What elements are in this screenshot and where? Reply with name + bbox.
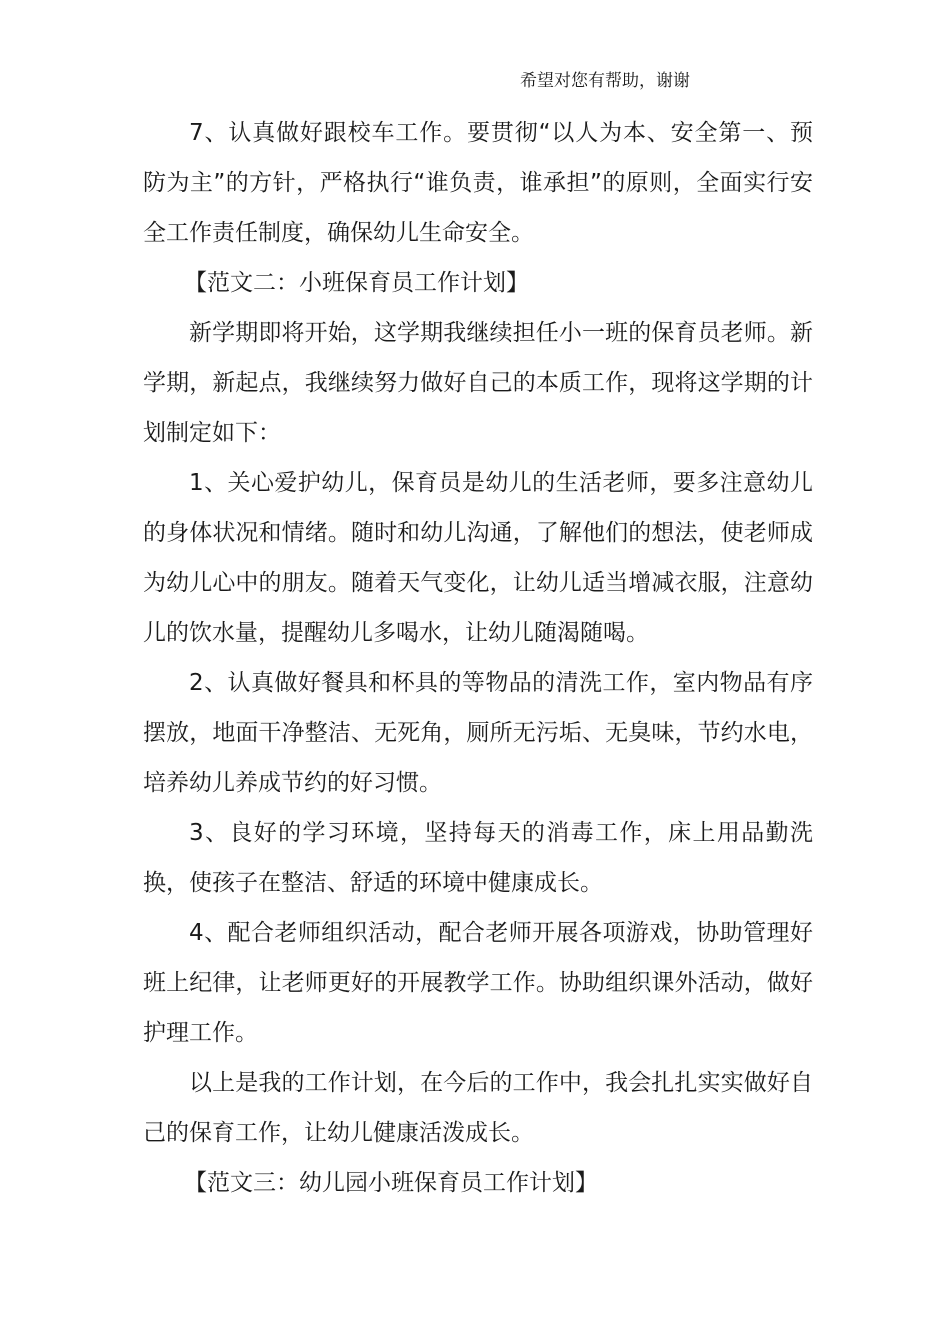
section-heading-2: 【范文二：小班保育员工作计划】 bbox=[184, 270, 529, 296]
section-heading-3: 【范文三：幼儿园小班保育员工作计划】 bbox=[184, 1170, 598, 1196]
paragraph-item-2: 2、认真做好餐具和杯具的等物品的清洗工作，室内物品有序摆放，地面干净整洁、无死角，厕所无污垢、无臭味，节约水电，培养幼儿养成节约的好习惯。 bbox=[143, 670, 813, 796]
paragraph-conclusion: 以上是我的工作计划，在今后的工作中，我会扎扎实实做好自己的保育工作，让幼儿健康活泼成长。 bbox=[143, 1070, 813, 1146]
paragraph-item-7: 7、认真做好跟校车工作。要贯彻“以人为本、安全第一、预防为主”的方针，严格执行“谁负责，谁承担”的原则，全面实行安全工作责任制度，确保幼儿生命安全。 bbox=[143, 120, 813, 246]
paragraph-intro: 新学期即将开始，这学期我继续担任小一班的保育员老师。新学期，新起点，我继续努力做好自己的本质工作，现将这学期的计划制定如下： bbox=[143, 320, 813, 446]
paragraph-item-4: 4、配合老师组织活动，配合老师开展各项游戏，协助管理好班上纪律，让老师更好的开展教学工作。协助组织课外活动，做好护理工作。 bbox=[143, 920, 813, 1046]
header-note: 希望对您有帮助，谢谢 bbox=[520, 71, 690, 91]
paragraph-item-1: 1、关心爱护幼儿，保育员是幼儿的生活老师，要多注意幼儿的身体状况和情绪。随时和幼儿沟通，了解他们的想法，使老师成为幼儿心中的朋友。随着天气变化，让幼儿适当增减衣服，注意幼儿的饮水量，提醒幼儿多喝水，让幼儿随渴随喝。 bbox=[143, 470, 813, 646]
paragraph-item-3: 3、良好的学习环境，坚持每天的消毒工作，床上用品勤洗换，使孩子在整洁、舒适的环境中健康成长。 bbox=[143, 820, 813, 896]
document-body bbox=[143, 108, 813, 1208]
